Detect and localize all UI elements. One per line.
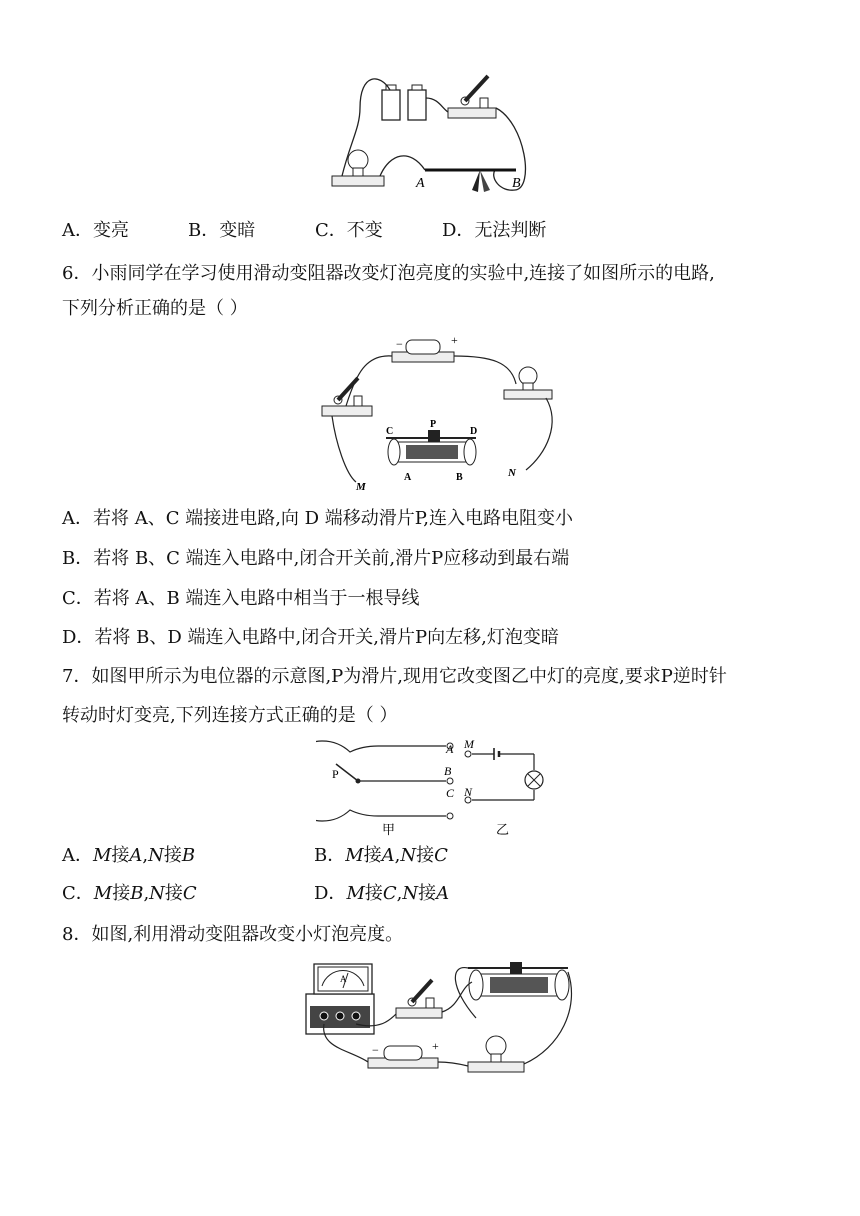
label-p: P	[332, 767, 339, 781]
switch-icon	[396, 980, 442, 1018]
q5-option-b: B．变暗	[188, 220, 256, 241]
label-c: C	[446, 786, 455, 800]
battery-icon	[382, 85, 426, 120]
q7-option-a: A．𝑀接𝐴,𝑁接𝐵	[62, 845, 196, 866]
q7-stem-line-1: 7．如图甲所示为电位器的示意图,P为滑片,现用它改变图乙中灯的亮度,要求P逆时针	[62, 666, 727, 687]
clip-icon	[472, 170, 490, 192]
q6-circuit-figure	[316, 334, 566, 494]
bulb-icon	[332, 150, 384, 186]
q7-option-d: D．𝑀接𝐶,𝑁接𝐴	[314, 883, 450, 904]
label-jia: 甲	[382, 822, 396, 837]
ammeter-label: A	[340, 974, 347, 984]
battery-minus: −	[372, 1043, 379, 1057]
pivot	[356, 779, 361, 784]
rheostat-icon	[468, 962, 569, 1000]
label-m: M	[356, 481, 366, 493]
q5-option-c: C．不变	[315, 220, 383, 241]
q5-option-d: D．无法判断	[442, 220, 547, 241]
bulb-icon	[468, 1036, 524, 1072]
label-b: B	[512, 176, 521, 191]
q7-option-c: C．𝑀接𝐵,𝑁接𝐶	[62, 883, 197, 904]
q5-circuit-figure	[320, 68, 550, 198]
rheostat-icon	[386, 430, 476, 465]
q6-option-a: A．若将 A、C 端接进电路,向 D 端移动滑片P,连入电路电阻变小	[62, 508, 573, 529]
q7-option-b: B．𝑀接𝐴,𝑁接𝐶	[314, 845, 448, 866]
label-m: M	[464, 738, 474, 751]
label-d: D	[470, 426, 478, 437]
circuit-yi	[472, 748, 534, 800]
label-b: B	[456, 472, 463, 483]
label-yi: 乙	[496, 822, 510, 837]
q6-option-b: B．若将 B、C 端连入电路中,闭合开关前,滑片P应移动到最右端	[62, 548, 570, 569]
label-n: N	[464, 785, 473, 799]
q8-circuit-figure	[300, 958, 580, 1083]
label-b: B	[444, 764, 452, 778]
switch-icon	[448, 76, 496, 118]
lamp-icon	[525, 771, 543, 789]
q6-option-c: C．若将 A、B 端连入电路中相当于一根导线	[62, 588, 420, 609]
q8-stem: 8．如图,利用滑动变阻器改变小灯泡亮度。	[62, 924, 404, 945]
potentiometer-body	[316, 741, 446, 821]
battery-plus: +	[451, 334, 458, 347]
q7-potentiometer-figure	[316, 738, 556, 838]
q6-stem-line-2: 下列分析正确的是（ ）	[62, 298, 248, 319]
q6-stem-line-1: 6．小雨同学在学习使用滑动变阻器改变灯泡亮度的实验中,连接了如图所示的电路,	[62, 263, 715, 284]
q5-option-a: A．变亮	[62, 220, 129, 241]
battery-minus: −	[396, 337, 403, 351]
battery-plus: +	[432, 1039, 439, 1053]
q6-option-d: D．若将 B、D 端连入电路中,闭合开关,滑片P向左移,灯泡变暗	[62, 627, 559, 648]
switch-icon	[322, 378, 372, 416]
label-c: C	[386, 426, 394, 437]
label-a: A	[416, 176, 425, 191]
q7-stem-line-2: 转动时灯变亮,下列连接方式正确的是（ ）	[62, 705, 398, 726]
label-a: A	[404, 472, 412, 483]
label-p: P	[430, 419, 437, 430]
label-n: N	[508, 467, 516, 479]
label-a: A	[446, 742, 454, 756]
wire	[342, 79, 525, 190]
